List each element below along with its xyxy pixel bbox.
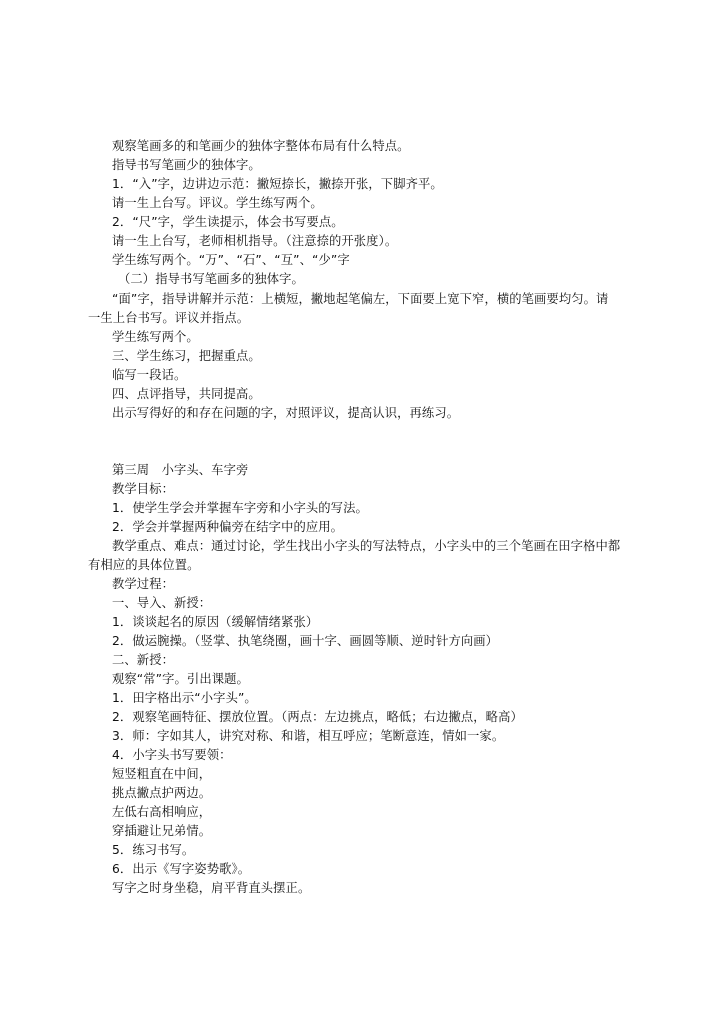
text-line: 请一生上台写。评议。学生练写两个。 (112, 196, 323, 210)
section-heading: 二、新授： (112, 653, 174, 667)
text-line: 请一生上台写，老师相机指导。（注意捺的开张度）。 (112, 234, 398, 248)
rhyme-line: 短竖粗直在中间， (112, 767, 212, 781)
text-line: 观察“常”字。引出课题。 (112, 672, 249, 686)
text-line: 观察笔画多的和笔画少的独体字整体布局有什么特点。 (112, 139, 410, 153)
text-line: 1．“入”字，边讲边示范：撇短捺长，撇捺开张，下脚齐平。 (112, 177, 443, 191)
text-line: 2．观察笔画特征、摆放位置。（两点：左边挑点，略低；右边撇点，略高） (112, 710, 523, 724)
rhyme-line: 挑点撇点护两边。 (112, 786, 212, 800)
text-line: 1．使学生学会并掌握车字旁和小字头的写法。 (112, 501, 368, 515)
section-heading: 三、学生练习，把握重点。 (112, 349, 261, 363)
rhyme-line: 左低右高相响应， (112, 805, 212, 819)
text-line: 5．练习书写。 (112, 843, 195, 857)
text-line: 2．学会并掌握两种偏旁在结字中的应用。 (112, 520, 344, 534)
text-line: 写字之时身坐稳，肩平背直头摆正。 (112, 881, 311, 895)
text-line: “面”字，指导讲解并示范：上横短，撇地起笔偏左，下面要上宽下窄，横的笔画要均匀。请 (112, 292, 609, 306)
text-line: 有相应的具体位置。 (88, 558, 200, 572)
section-heading: （二）指导书写笔画多的独体字。 (118, 272, 304, 286)
rhyme-line: 穿插避让兄弟情。 (112, 824, 212, 838)
text-line: 指导书写笔画少的独体字。 (112, 158, 261, 172)
text-line: 教学重点、难点：通过讨论，学生找出小字头的写法特点，小字头中的三个笔画在田字格中都 (112, 539, 621, 553)
week-heading: 第三周 小字头、车字旁 (112, 463, 249, 477)
text-line: 2．“尺”字，学生读提示，体会书写要点。 (112, 215, 344, 229)
section-heading: 四、点评指导，共同提高。 (112, 387, 261, 401)
section-heading: 一、导入、新授： (112, 596, 212, 610)
text-line: 学生练写两个。“万”、“石”、“互”、“少”字 (112, 253, 350, 267)
text-line: 4．小字头书写要领： (112, 748, 232, 762)
text-line: 临写一段话。 (112, 368, 187, 382)
text-line: 1．谈谈起名的原因（缓解情绪紧张） (112, 615, 319, 629)
text-line: 3．师：字如其人，讲究对称、和谐，相互呼应；笔断意连，情如一家。 (112, 729, 505, 743)
text-line: 一生上台书写。评议并指点。 (88, 311, 250, 325)
text-line: 6．出示《写字姿势歌》。 (112, 862, 251, 876)
text-line: 1．田字格出示“小字头”。 (112, 691, 257, 705)
text-line: 出示写得好的和存在问题的字，对照评议，提高认识，再练习。 (112, 406, 460, 420)
text-line: 学生练写两个。 (112, 330, 199, 344)
text-line: 2．做运腕操。（竖掌、执笔绕圈，画十字、画圆等顺、逆时针方向画） (112, 634, 499, 648)
section-heading: 教学过程： (112, 577, 174, 591)
section-heading: 教学目标： (112, 482, 174, 496)
